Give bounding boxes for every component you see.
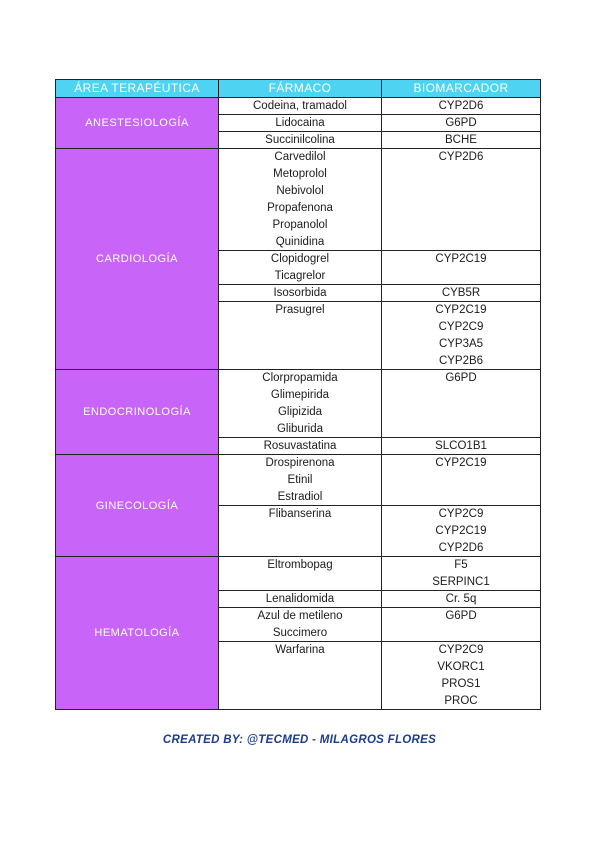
empty-line: [382, 489, 540, 506]
table-header: [56, 80, 541, 98]
empty-line: [219, 659, 381, 676]
biomarker-name: G6PD: [445, 372, 477, 384]
empty-line: [382, 268, 540, 285]
biomarker-cell: [382, 370, 541, 438]
biomarker-cell: [382, 506, 541, 557]
author-credit: CREATED BY: @TECMED - MILAGROS FLORES: [162, 734, 437, 746]
biomarker-name: CYP2D6: [438, 151, 484, 163]
drug-cell: [219, 132, 382, 149]
biomarker-name: CYP2C9: [438, 321, 484, 333]
header-drug: FÁRMACO: [219, 80, 382, 98]
biomarker-name: F5: [454, 559, 468, 571]
header-area: ÁREA TERAPÉUTICA: [56, 80, 219, 98]
biomarker-name: SLCO1B1: [435, 440, 487, 452]
drug-name: Glimepirida: [270, 389, 330, 401]
empty-line: [382, 200, 540, 217]
drug-cell: [219, 370, 382, 438]
biomarker-name: CYP2C9: [438, 644, 484, 656]
empty-line: [382, 234, 540, 251]
drug-cell: [219, 285, 382, 302]
biomarker-name: Cr. 5q: [445, 593, 477, 605]
drug-name: Nebivolol: [276, 185, 324, 197]
biomarker-name: CYP2C19: [435, 253, 487, 265]
biomarker-name: VKORC1: [437, 661, 485, 673]
drug-name: Etinil: [287, 474, 313, 486]
drug-cell: [219, 455, 382, 506]
biomarker-name: CYP2C19: [435, 304, 487, 316]
empty-line: [219, 693, 381, 710]
empty-line: [382, 421, 540, 438]
biomarker-cell: [382, 591, 541, 608]
drug-name: Flibanserina: [268, 508, 332, 520]
drug-cell: [219, 251, 382, 285]
biomarker-name: BCHE: [445, 134, 477, 146]
table-row: [56, 98, 541, 115]
biomarker-name: G6PD: [445, 610, 477, 622]
drug-cell: [219, 115, 382, 132]
drug-name: Propafenona: [267, 202, 333, 214]
therapeutic-area-cell: CARDIOLOGÍA: [56, 149, 219, 370]
empty-line: [382, 387, 540, 404]
drug-cell: [219, 98, 382, 115]
empty-line: [382, 166, 540, 183]
drug-name: Gliburida: [276, 423, 324, 435]
drug-cell: [219, 608, 382, 642]
table-body: [56, 98, 541, 710]
drug-name: Lenalidomida: [265, 593, 335, 605]
table-row: [56, 370, 541, 438]
drug-cell: [219, 149, 382, 251]
empty-line: [219, 540, 381, 557]
table-row: [56, 455, 541, 506]
drug-name: Rosuvastatina: [263, 440, 337, 452]
therapeutic-area-cell: GINECOLOGÍA: [56, 455, 219, 557]
biomarker-name: CYP3A5: [438, 338, 484, 350]
drug-name: Eltrombopag: [267, 559, 333, 571]
empty-line: [382, 217, 540, 234]
biomarker-name: SERPINC1: [432, 576, 490, 588]
drug-name: Azul de metileno: [257, 610, 343, 622]
pharmacogenomics-table: [55, 79, 541, 710]
drug-name: Ticagrelor: [274, 270, 326, 282]
drug-name: Succimero: [272, 627, 328, 639]
drug-name: Carvedilol: [274, 151, 326, 163]
therapeutic-area-cell: ANESTESIOLOGÍA: [56, 98, 219, 149]
biomarker-cell: [382, 455, 541, 506]
empty-line: [219, 353, 381, 370]
biomarker-name: CYP2C9: [438, 508, 484, 520]
drug-name: Drospirenona: [265, 457, 335, 469]
drug-cell: [219, 591, 382, 608]
biomarker-cell: [382, 285, 541, 302]
therapeutic-area-cell: ENDOCRINOLOGÍA: [56, 370, 219, 455]
header-biomarker: BIOMARCADOR: [382, 80, 541, 98]
biomarker-name: PROS1: [441, 678, 481, 690]
empty-line: [382, 472, 540, 489]
drug-name: Warfarina: [275, 644, 325, 656]
drug-name: Codeina, tramadol: [253, 100, 347, 112]
drug-cell: [219, 506, 382, 557]
empty-line: [382, 404, 540, 421]
biomarker-cell: [382, 302, 541, 370]
biomarker-name: PROC: [444, 695, 478, 707]
biomarker-name: CYP2C19: [435, 457, 487, 469]
drug-cell: [219, 642, 382, 710]
biomarker-name: CYP2C19: [435, 525, 487, 537]
drug-name: Clorpropamida: [262, 372, 338, 384]
drug-cell: [219, 438, 382, 455]
drug-name: Isosorbida: [273, 287, 327, 299]
biomarker-cell: [382, 132, 541, 149]
drug-name: Estradiol: [277, 491, 323, 503]
drug-name: Glipizida: [277, 406, 323, 418]
empty-line: [219, 336, 381, 353]
empty-line: [219, 574, 381, 591]
drug-name: Quinidina: [275, 236, 325, 248]
biomarker-name: CYP2D6: [438, 100, 484, 112]
empty-line: [382, 183, 540, 200]
table-row: [56, 149, 541, 251]
empty-line: [382, 625, 540, 642]
empty-line: [219, 319, 381, 336]
biomarker-name: G6PD: [445, 117, 477, 129]
biomarker-cell: [382, 438, 541, 455]
biomarker-cell: [382, 115, 541, 132]
drug-cell: [219, 302, 382, 370]
biomarker-name: CYB5R: [441, 287, 481, 299]
table-row: [56, 557, 541, 591]
biomarker-cell: [382, 557, 541, 591]
biomarker-cell: [382, 608, 541, 642]
drug-name: Propanolol: [272, 219, 328, 231]
drug-name: Lidocaina: [275, 117, 325, 129]
drug-cell: [219, 557, 382, 591]
biomarker-cell: [382, 149, 541, 251]
biomarker-cell: [382, 251, 541, 285]
header-row: [56, 80, 541, 98]
drug-name: Clopidogrel: [270, 253, 330, 265]
biomarker-cell: [382, 98, 541, 115]
biomarker-cell: [382, 642, 541, 710]
therapeutic-area-cell: HEMATOLOGÍA: [56, 557, 219, 710]
drug-name: Prasugrel: [275, 304, 325, 316]
empty-line: [219, 523, 381, 540]
empty-line: [219, 676, 381, 693]
biomarker-name: CYP2B6: [438, 355, 484, 367]
drug-name: Metoprolol: [273, 168, 327, 180]
biomarker-name: CYP2D6: [438, 542, 484, 554]
drug-name: Succinilcolina: [265, 134, 335, 146]
